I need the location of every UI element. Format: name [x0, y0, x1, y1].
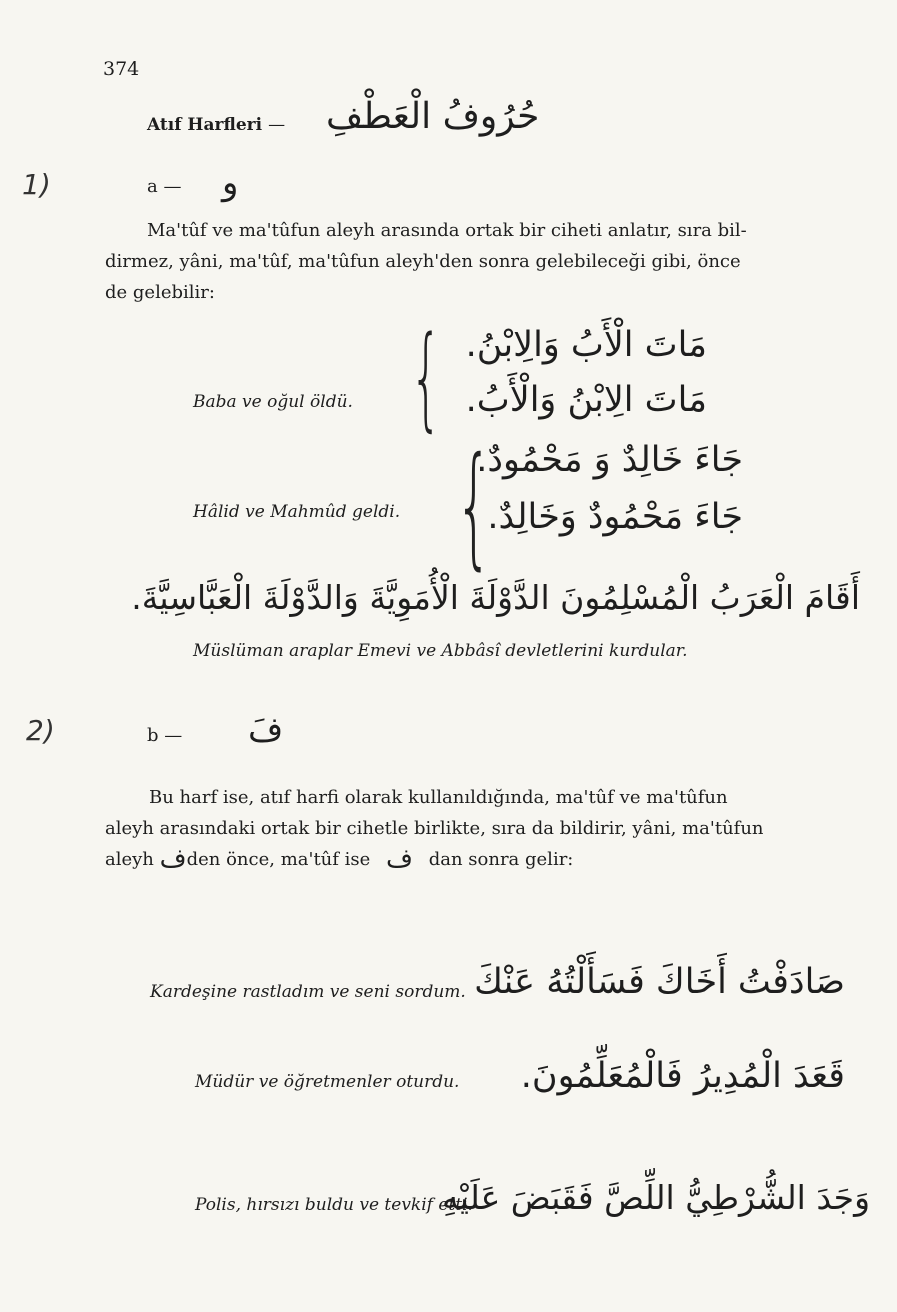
text-segment: aleyh — [105, 849, 154, 870]
margin-note-1: 1) — [22, 168, 51, 201]
paragraph-line: Ma'tûf ve ma'tûfun aleyh arasında ortak bir ciheti anlatır, sıra bil- — [147, 220, 747, 241]
text-segment: dan sonra gelir: — [428, 849, 574, 870]
example-translation: Hâlid ve Mahmûd geldi. — [193, 502, 401, 522]
curly-brace: { — [410, 313, 443, 443]
example-translation: Kardeşine rastladım ve seni sordum. — [150, 982, 466, 1002]
heading-dash: — — [268, 115, 286, 135]
example-arabic: قَعَدَ الْمُدِيرُ فَالْمُعَلِّمُونَ. — [520, 1056, 845, 1096]
page-number: 374 — [103, 58, 140, 80]
example-arabic: جَاءَ خَالِدٌ وَ مَحْمُودٌ. — [476, 440, 743, 480]
heading-arabic: حُرُوفُ الْعَطْفِ — [326, 96, 540, 137]
fa-glyph: ف — [159, 844, 187, 874]
section-heading — [147, 115, 291, 135]
heading-label: Atıf Harfleri — [147, 115, 263, 135]
example-translation: Müdür ve öğretmenler oturdu. — [195, 1072, 460, 1092]
section-a-letter: و — [222, 163, 239, 203]
paragraph-line: aleyh arasındaki ortak bir cihetle birlikte, sıra da bildirir, yâni, ma'tûfun — [105, 818, 764, 839]
long-example-arabic: أَقَامَ الْعَرَبُ الْمُسْلِمُونَ الدَّوْلَةَ الْأُمَوِيَّةَ وَالدَّوْلَةَ الْعَبَّاسِيَّةَ. — [131, 578, 860, 617]
example-translation: Baba ve oğul öldü. — [193, 392, 353, 412]
example-arabic: مَاتَ الِابْنُ وَالْأَبُ. — [465, 380, 707, 420]
paragraph-line: Bu harf ise, atıf harfi olarak kullanıldığında, ma'tûf ve ma'tûfun — [149, 787, 728, 808]
section-a-label: a — — [147, 176, 182, 197]
example-translation: Polis, hırsızı buldu ve tevkif etti. — [195, 1195, 473, 1215]
paragraph-line-last — [105, 844, 850, 875]
section-b-paragraph — [105, 782, 850, 875]
curly-brace: { — [455, 429, 493, 583]
margin-note-2: 2) — [26, 714, 55, 747]
section-b-letter: فَ — [248, 710, 284, 750]
long-example-translation: Müslüman araplar Emevi ve Abbâsî devletlerini kurdular. — [193, 641, 688, 661]
paragraph-line: dirmez, yâni, ma'tûf, ma'tûfun aleyh'den sonra gelebileceği gibi, önce — [105, 251, 741, 272]
fa-glyph: ف — [386, 844, 413, 874]
example-arabic: صَادَفْتُ أَخَاكَ فَسَأَلْتُهُ عَنْكَ — [474, 962, 845, 1002]
section-b-label: b — — [147, 725, 183, 746]
example-arabic: جَاءَ مَحْمُودٌ وَخَالِدٌ. — [487, 497, 743, 537]
example-arabic: مَاتَ الْأَبُ وَالِابْنُ. — [465, 325, 707, 365]
section-a-paragraph — [105, 215, 845, 308]
example-arabic: وَجَدَ الشُّرْطِيُّ اللِّصَّ فَقَبَضَ عَلَيْهِ — [442, 1178, 870, 1217]
paragraph-line: de gelebilir: — [105, 282, 215, 303]
text-segment: den önce, ma'tûf ise — [186, 849, 371, 870]
